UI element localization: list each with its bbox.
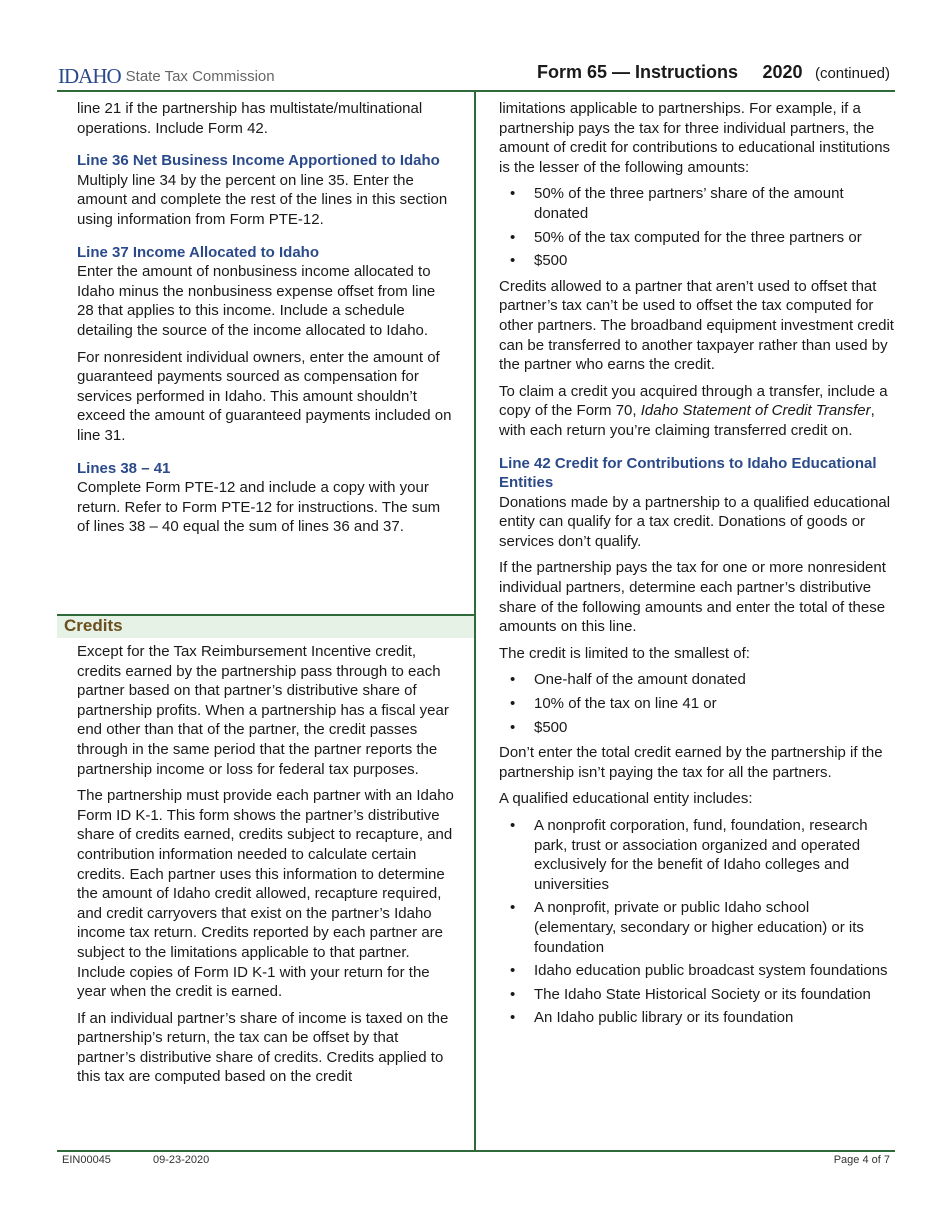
paragraph: Credits allowed to a partner that aren’t used to offset that partner’s tax can’t be used to offset the tax computed for other partners. The broadband equipment investment credit can be transferred to another taxpayer rather than used by the partner who earns the credit.	[499, 277, 894, 374]
section-heading-lines-38-41: Lines 38 – 41	[77, 459, 171, 477]
paragraph: Don’t enter the total credit earned by the partnership if the partnership isn’t paying the tax for all the partners.	[499, 744, 883, 781]
form-70-title: Idaho Statement of Credit Transfer	[640, 402, 871, 420]
list-item: • One-half of the amount donated	[499, 670, 894, 690]
idaho-logo-mark: IDAHO	[58, 64, 121, 88]
footer-rule	[57, 1150, 895, 1152]
form-title-block	[537, 62, 890, 83]
list-item: • A nonprofit corporation, fund, foundation, research park, trust or association organized and operated exclusively for the benefit of Idaho colleges and universities	[499, 816, 894, 894]
list-item: • Idaho education public broadcast system foundations	[499, 961, 894, 981]
footer-date: 09-23-2020	[153, 1154, 210, 1166]
paragraph: If the partnership pays the tax for one or more nonresident individual partners, determine each partner’s distributive share of the following amounts and enter the total of these amounts on this line.	[499, 559, 886, 636]
form-year: 2020	[762, 62, 803, 82]
column-divider	[474, 92, 476, 1150]
section-heading-line-42: Line 42 Credit for Contributions to Idaho Educational Entities	[499, 454, 877, 492]
credits-body	[77, 642, 455, 1094]
list-item: • 10% of the tax on line 41 or	[499, 694, 894, 714]
form-title: Form 65 — Instructions	[536, 62, 738, 82]
footer-form-id: EIN00045	[62, 1154, 111, 1166]
paragraph: Enter the amount of nonbusiness income allocated to Idaho minus the nonbusiness expense offset from line 28 that applies to this income. Include a schedule detailing the source of the income allocated to Idaho.	[77, 263, 436, 339]
list-item: • The Idaho State Historical Society or its foundation	[499, 985, 894, 1005]
agency-name: State Tax Commission	[125, 68, 275, 85]
credits-section-band	[57, 614, 474, 638]
header-rule	[57, 90, 895, 92]
left-column	[77, 99, 455, 544]
text-run: To claim a credit you acquired through a transfer, include a copy of the Form 70,	[499, 382, 888, 420]
paragraph	[499, 382, 894, 441]
agency-logo	[58, 64, 275, 89]
list-item: • An Idaho public library or its foundation	[499, 1008, 894, 1028]
paragraph: A qualified educational entity includes:	[499, 790, 753, 808]
paragraph: Multiply line 34 by the percent on line 35. Enter the amount and complete the rest of the lines in this section using information from Form PTE-12.	[77, 171, 448, 228]
paragraph: line 21 if the partnership has multistate/multinational operations. Include Form 42.	[77, 100, 423, 137]
continued-label: (continued)	[814, 65, 890, 82]
section-heading-line-37: Line 37 Income Allocated to Idaho	[77, 243, 319, 261]
section-heading-line-36: Line 36 Net Business Income Apportioned to Idaho	[77, 152, 440, 170]
list-item: • 50% of the tax computed for the three partners or	[499, 228, 894, 248]
list-item: • A nonprofit, private or public Idaho school (elementary, secondary or higher education) or its foundation	[499, 898, 894, 957]
bullet-list	[499, 184, 894, 270]
text-run: , with each return you’re claiming transferred credit on.	[499, 402, 875, 439]
paragraph: limitations applicable to partnerships. For example, if a partnership pays the tax for three individual partners, the amount of credit for contributions to educational institutions is the lesser of the following amounts:	[499, 100, 891, 176]
footer-page-number: Page 4 of 7	[833, 1154, 890, 1166]
paragraph: Complete Form PTE-12 and include a copy with your return. Refer to Form PTE-12 for instructions. The sum of lines 38 – 40 equal the sum of lines 36 and 37.	[77, 479, 441, 536]
paragraph: The credit is limited to the smallest of:	[499, 644, 750, 662]
paragraph: Except for the Tax Reimbursement Incentive credit, credits earned by the partnership pass through to each partner based on that partner’s distributive share of partnership profits. When a partnership has a fiscal year end other than that of the partner, the credit passes through in the same period that the partner reports the partnership income or loss for federal tax purposes.	[77, 643, 449, 778]
page-header	[58, 58, 890, 88]
paragraph: For nonresident individual owners, enter the amount of guaranteed payments sourced as compensation for services performed in Idaho. This amount shouldn’t exceed the amount of guaranteed payments included on line 31.	[77, 348, 452, 444]
list-item: • $500	[499, 718, 894, 738]
bullet-list	[499, 670, 894, 737]
list-item: • 50% of the three partners’ share of the amount donated	[499, 184, 894, 223]
paragraph: Donations made by a partnership to a qualified educational entity can qualify for a tax credit. Donations of goods or services don’t qualify.	[499, 493, 891, 550]
list-item: • $500	[499, 251, 894, 271]
bullet-list	[499, 816, 894, 1028]
paragraph: The partnership must provide each partner with an Idaho Form ID K-1. This form shows the partner’s distributive share of credits earned, credits subject to recapture, and contribution information needed to calculate certain credits. Each partner uses this information to determine the amount of Idaho credit allowed, recapture required, and credit carryovers that exist on the partner’s Idaho income tax return. Credits reported by each partner are subject to the limitations applicable to that partner. Include copies of Form ID K-1 with your return for the year when the credit is earned.	[77, 787, 454, 1001]
credits-heading: Credits	[64, 616, 123, 635]
right-column	[499, 99, 894, 1034]
paragraph: If an individual partner’s share of income is taxed on the partnership’s return, the tax can be offset by that partner’s distributive share of credits. Credits applied to this tax are computed based on the credit	[77, 1009, 449, 1086]
